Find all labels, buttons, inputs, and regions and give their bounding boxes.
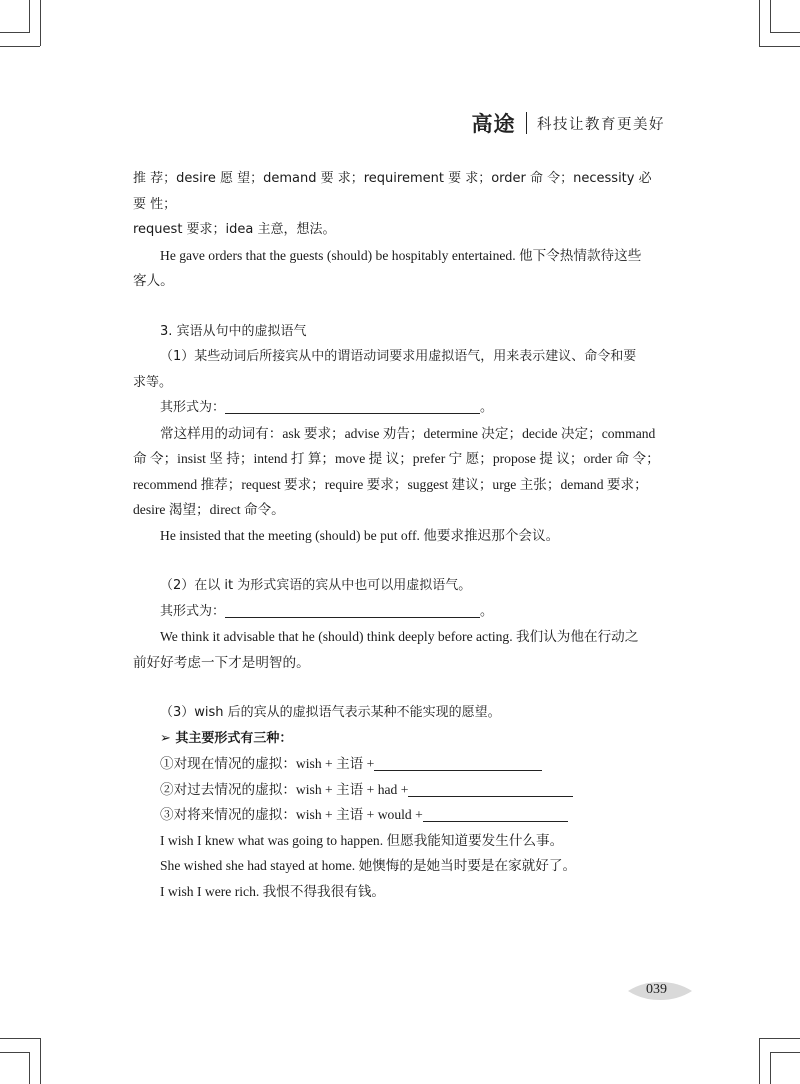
- form-end: 。: [480, 400, 494, 415]
- fill-blank: [423, 807, 568, 822]
- brand-separator: [526, 112, 528, 134]
- form-label: 其形式为：: [160, 603, 226, 619]
- page-number-badge: [628, 980, 692, 1002]
- fill-blank: [374, 756, 542, 771]
- example-sentence: I wish I knew what was going to happen. 但愿我能知道要发生什么事。: [160, 832, 564, 848]
- brand-name: 高途: [471, 112, 516, 136]
- form-line: [133, 777, 665, 803]
- fill-blank: [408, 782, 573, 797]
- text-line: （1）某些动词后所接宾从中的谓语动词要求用虚拟语气，用来表示建议、命令和要: [160, 349, 637, 364]
- form-label: 其形式为：: [160, 400, 226, 415]
- text-line: 前好好考虑一下才是明智的。: [133, 654, 310, 670]
- form-line: [133, 395, 665, 421]
- text-line: 求等。: [133, 374, 173, 390]
- text-line: 命 令；insist 坚 持；intend 打 算；move 提 议；prefer 宁 愿；propose 提 议；order 命 令；: [133, 451, 660, 466]
- example-sentence: He insisted that the meeting (should) be put off. 他要求推迟那个会议。: [160, 527, 560, 543]
- form-line: [133, 751, 665, 777]
- text-line: 常这样用的动词有：ask 要求；advise 劝告；determine 决定；decide 决定；command: [160, 425, 656, 441]
- fill-blank: [225, 603, 480, 618]
- fill-blank: [225, 399, 480, 414]
- form-future: ③对将来情况的虚拟：wish + 主语 + would +: [160, 807, 423, 822]
- section-title: 3. 宾语从句中的虚拟语气: [160, 323, 307, 339]
- section-title: （3）wish 后的宾从的虚拟语气表示某种不能实现的愿望。: [160, 705, 501, 720]
- header-brand: [472, 108, 666, 138]
- text-line: recommend 推荐；request 要求；require 要求；suggest 建议；urge 主张；demand 要求；: [133, 476, 648, 492]
- example-sentence: We think it advisable that he (should) think deeply before acting. 我们认为他在行动之: [160, 629, 639, 644]
- form-past: ②对过去情况的虚拟：wish + 主语 + had +: [160, 781, 409, 797]
- form-present: ①对现在情况的虚拟：wish + 主语 +: [160, 756, 375, 771]
- page-content: [133, 166, 665, 904]
- page-number: 039: [646, 982, 667, 997]
- brand-slogan: 科技让教育更美好: [537, 116, 665, 133]
- section-title: （2）在以 it 为形式宾语的宾从中也可以用虚拟语气。: [160, 578, 472, 593]
- form-line: [133, 599, 665, 625]
- example-sentence: She wished she had stayed at home. 她懊悔的是她当时要是在家就好了。: [160, 858, 577, 873]
- text-line: 推 荐；desire 愿 望；demand 要 求；requirement 要 求；order 命 令；necessity 必 要 性；: [133, 171, 652, 212]
- example-sentence: He gave orders that the guests (should) be hospitably entertained. 他下令热情款待这些: [160, 247, 642, 263]
- form-line: [133, 802, 665, 828]
- text-line: 客人。: [133, 273, 174, 288]
- text-line: request 要求；idea 主意，想法。: [133, 222, 336, 237]
- form-end: 。: [480, 603, 494, 619]
- text-line: desire 渴望；direct 命令。: [133, 502, 285, 517]
- main-forms-heading: ➢ 其主要形式有三种：: [160, 730, 293, 746]
- example-sentence: I wish I were rich. 我恨不得我很有钱。: [160, 883, 386, 899]
